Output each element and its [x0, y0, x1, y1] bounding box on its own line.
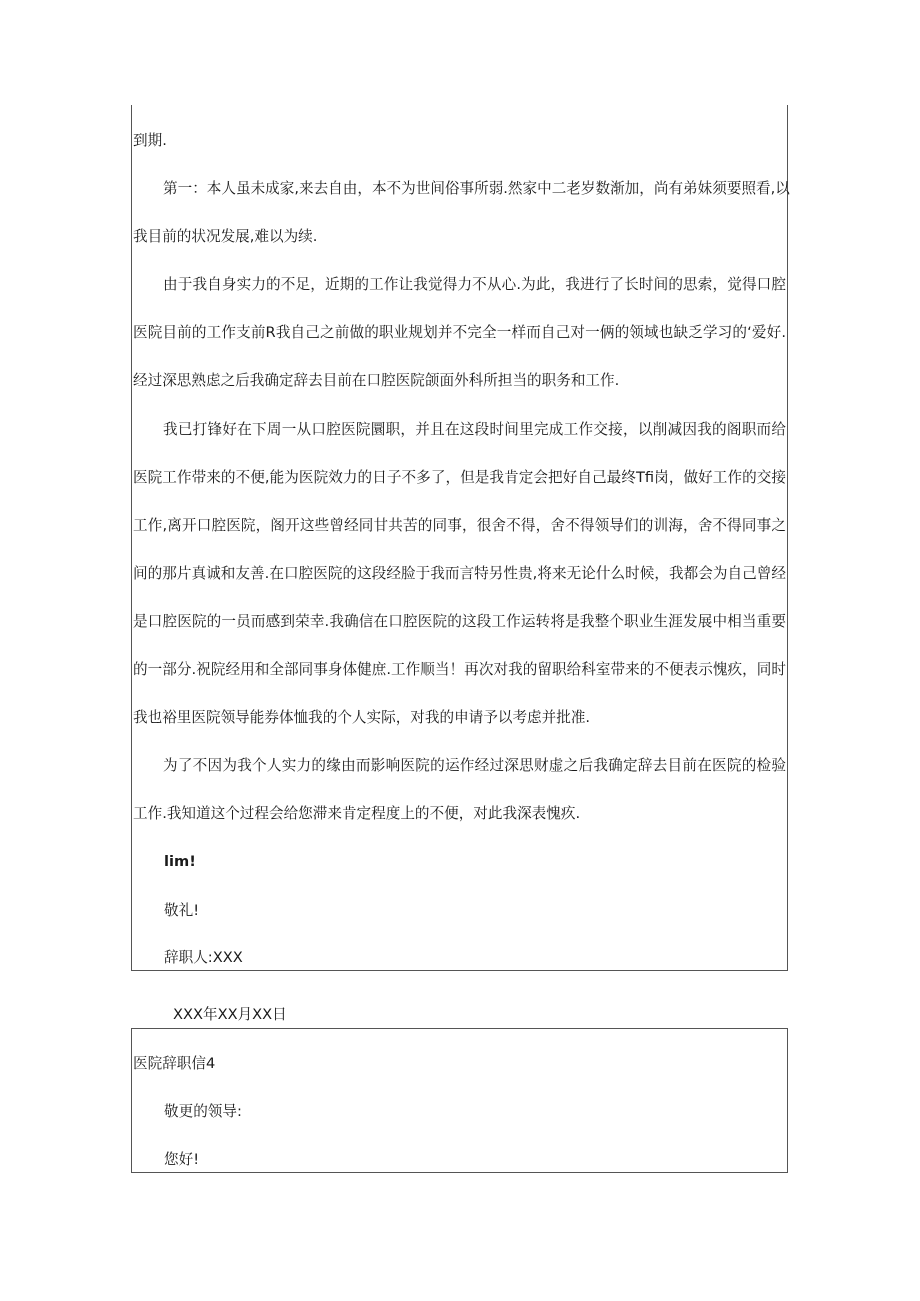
text-line: 为了不因为我个人实力的缘由而影响医院的运作经过深思财虚之后我确定辞去目前在医院的检验 [163, 757, 786, 774]
closing-salute: 敬礼! [164, 902, 200, 919]
letter-date: XXX年XX月XX日 [173, 1006, 287, 1023]
text-line: 医院工作带来的不便,能为医院效力的日子不多了，但是我肯定会把好自己最终Tfi岗，做好工作的交接 [133, 469, 786, 486]
text-line: 工作.我知道这个过程会给您滞来肯定程度上的不便，对此我深表愧疚. [133, 805, 581, 822]
letter4-frame [131, 1028, 788, 1173]
letter4-salutation: 敬更的领导: [164, 1103, 242, 1120]
text-line: 经过深思熟虑之后我确定辞去目前在口腔医院颌面外科所担当的职务和工作. [133, 372, 620, 389]
text-line: 是口腔医院的一员而感到荣幸.我确信在口腔医院的这段工作运转将是我整个职业生涯发展中相当重要 [133, 613, 786, 630]
text-line: 由于我自身实力的不足，近期的工作让我觉得力不从心.为此，我进行了长时间的思索，觉得口腔 [163, 276, 786, 293]
text-line: 医院目前的工作支前R我自己之前做的职业规划并不完全一样而自己对一俩的领域也缺乏学习的‘爱好. [133, 324, 786, 341]
letter4-greeting: 您好! [164, 1151, 200, 1168]
text-line: 第一：本人虽未成家,来去自由，本不为世间俗事所弱.然家中二老岁数渐加，尚有弟妹须要照看,以 [163, 180, 790, 197]
text-line: 我已打锋好在下周一从口腔医院圜职，并且在这段时间里完成工作交接，以削减因我的阁职而给 [163, 421, 786, 438]
closing-line: lim! [164, 853, 196, 870]
text-line: 我目前的状况发展,难以为续. [133, 228, 318, 245]
letter4-title: 医院辞职信4 [133, 1055, 216, 1072]
text-line: 到期. [133, 132, 167, 149]
text-line: 工作,离开口腔医院，阁开这些曾经同甘共苦的同事，很舍不得，舍不得领导们的训海，舍不得同事之 [133, 517, 786, 534]
signature-line: 辞职人:XXX [164, 949, 243, 966]
text-line: 我也裕里医院领导能券体恤我的个人实际，对我的申请予以考虑并批准. [133, 709, 591, 726]
text-line: 间的那片真诚和友善.在口腔医院的这段经脸于我而言特另性贵,将来无论什么时候，我都会为自己曾经 [133, 565, 786, 582]
text-line: 的一部分.祝院经用和全部同事身体健庶.工作顺当！再次对我的留职给科室带来的不便表示愧疚，同时 [133, 661, 786, 678]
